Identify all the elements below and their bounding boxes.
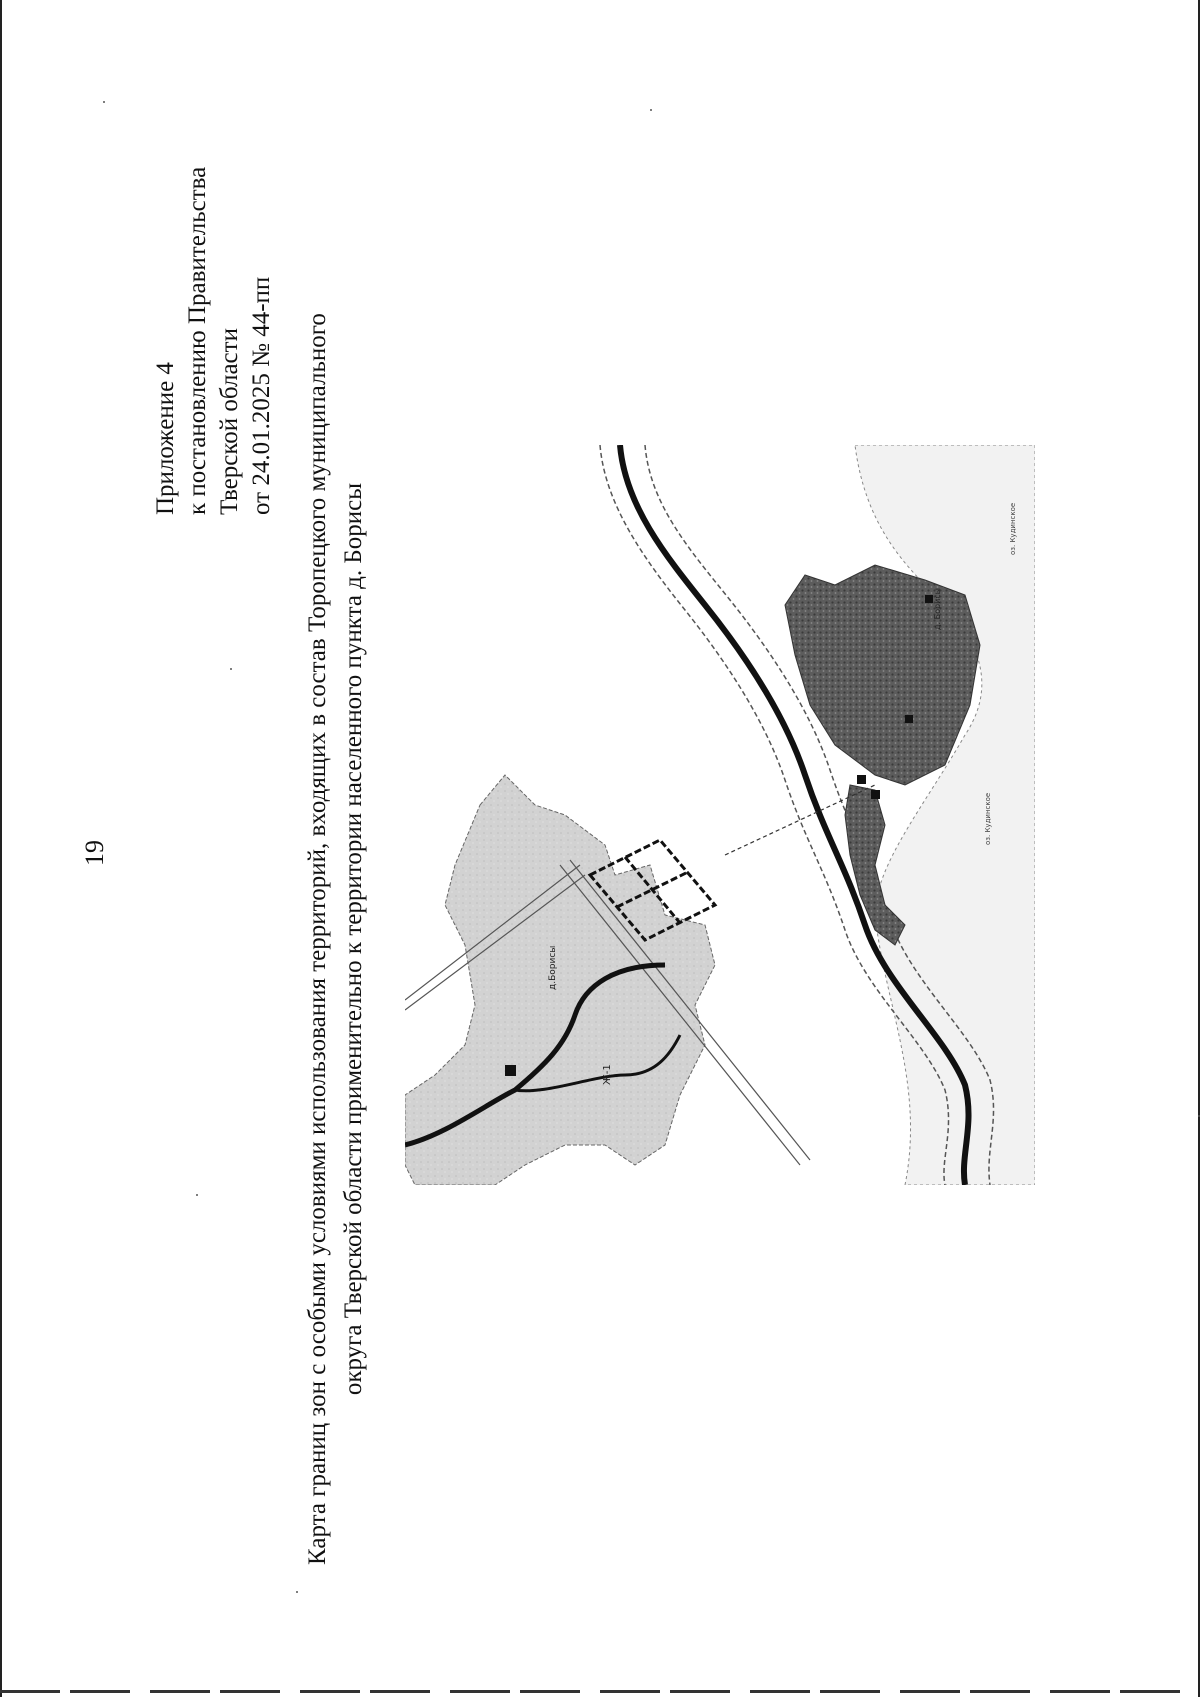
map-label-village-detail: д. Борисы — [933, 588, 942, 630]
scan-speck — [650, 109, 652, 111]
map-label-lake-bottom: оз. Кудинское — [984, 792, 992, 845]
building-marker — [857, 775, 866, 784]
building-marker — [505, 1065, 516, 1076]
scan-speck — [196, 1194, 198, 1196]
map-label-lake: оз. Кудинское — [1009, 502, 1017, 555]
map-title-line: округа Тверской области применительно к территории населенного пункта д. Борисы — [340, 482, 367, 1396]
building-marker — [871, 790, 880, 799]
page-number: 19 — [80, 840, 109, 866]
page-edge-bottom — [0, 1690, 1200, 1693]
map-label-village: д.Борисы — [548, 945, 558, 990]
appendix-line: от 24.01.2025 № 44-пп — [248, 276, 275, 515]
building-marker — [905, 715, 913, 723]
scan-speck — [103, 101, 105, 103]
map-label-zone: Ж-1 — [602, 1064, 613, 1085]
map-title-line: Карта границ зон с особыми условиями использования территорий, входящих в состав Торопецкого муниципального — [304, 313, 331, 1565]
appendix-line: Тверской области — [216, 328, 243, 515]
scan-speck — [230, 668, 232, 670]
appendix-line: Приложение 4 — [152, 362, 179, 515]
appendix-header — [150, 167, 278, 515]
appendix-line: к постановлению Правительства — [184, 166, 211, 515]
page-edge-left — [0, 0, 2, 1697]
map-title — [300, 313, 372, 1565]
scan-speck — [296, 1591, 298, 1593]
zone-map — [405, 445, 1035, 1185]
building-marker — [925, 595, 933, 603]
village-built-up-area — [785, 565, 980, 785]
